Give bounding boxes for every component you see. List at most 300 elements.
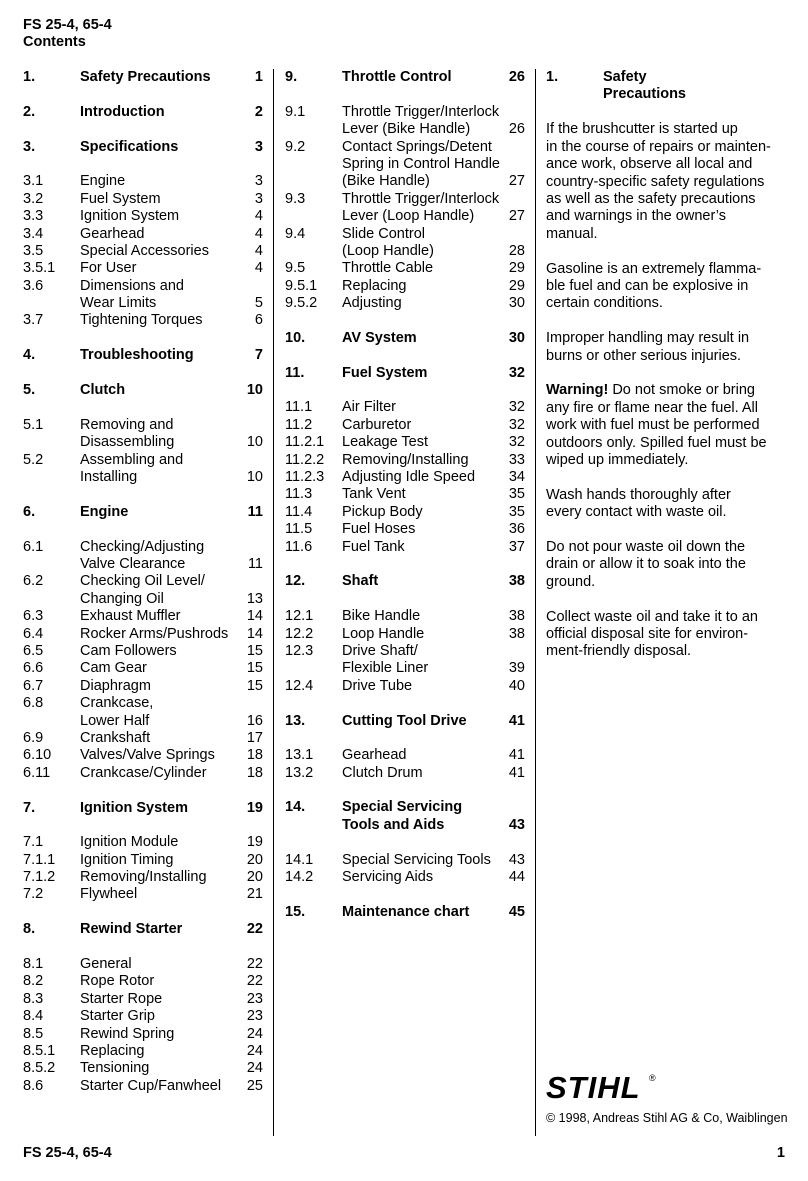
toc-page-number: 15 bbox=[246, 642, 263, 659]
logo-wordmark: STIHL bbox=[546, 1070, 641, 1104]
toc-title bbox=[80, 1078, 221, 1095]
toc-title-line: Throttle Cable bbox=[342, 260, 434, 277]
toc-page-number: 3 bbox=[254, 190, 263, 207]
toc-title-line: Replacing bbox=[342, 277, 407, 294]
toc-title bbox=[342, 626, 424, 643]
toc-number: 8.3 bbox=[23, 990, 44, 1007]
toc-entry bbox=[285, 608, 525, 625]
toc-title-line: Flexible Liner bbox=[342, 660, 429, 677]
toc-title-line: Throttle Trigger/Interlock bbox=[342, 103, 500, 120]
toc-title bbox=[342, 713, 467, 730]
toc-page-number: 26 bbox=[508, 121, 525, 138]
toc-title bbox=[80, 730, 150, 747]
toc-entry bbox=[23, 226, 263, 243]
toc-title-line: Diaphragm bbox=[80, 677, 151, 694]
toc-number: 9.5 bbox=[285, 260, 306, 277]
toc-title-line: Adjusting bbox=[342, 295, 402, 312]
toc-title-line: Fuel Hoses bbox=[342, 521, 416, 538]
toc-entry bbox=[23, 1008, 263, 1025]
toc-page-number: 13 bbox=[246, 590, 263, 607]
warning-text: Do not smoke or bring bbox=[608, 382, 755, 399]
toc-title bbox=[342, 191, 499, 226]
toc-number: 12.3 bbox=[285, 642, 314, 659]
toc-page-number: 43 bbox=[508, 816, 525, 833]
toc-title-line: Crankshaft bbox=[80, 729, 151, 746]
toc-section bbox=[23, 69, 263, 86]
toc-section bbox=[285, 69, 525, 86]
toc-entry bbox=[23, 660, 263, 677]
toc-page-number: 35 bbox=[508, 503, 525, 520]
toc-page-number: 26 bbox=[508, 69, 525, 85]
safety-paragraph-line: outdoors only. Spilled fuel must be bbox=[546, 434, 767, 451]
toc-title-line: Ignition Module bbox=[80, 834, 179, 851]
toc-entry bbox=[23, 452, 263, 487]
safety-paragraph bbox=[546, 609, 786, 661]
toc-number: 14.1 bbox=[285, 851, 314, 868]
toc-number: 8.5 bbox=[23, 1025, 44, 1042]
safety-body bbox=[546, 121, 786, 661]
safety-paragraph-line: Improper handling may result in bbox=[546, 330, 750, 347]
toc-number: 3.5 bbox=[23, 242, 44, 259]
toc-page-number: 5 bbox=[254, 295, 263, 312]
toc-page-number: 21 bbox=[246, 886, 263, 903]
toc-title bbox=[80, 660, 147, 677]
toc-entry bbox=[23, 539, 263, 574]
toc-title-line: Starter Grip bbox=[80, 1008, 155, 1025]
toc-number: 11. bbox=[285, 364, 305, 381]
safety-heading-number: 1. bbox=[546, 69, 559, 85]
stihl-logo-graphic bbox=[546, 1070, 666, 1104]
safety-paragraph bbox=[546, 261, 786, 313]
toc-title-line: Fuel System bbox=[342, 364, 428, 381]
toc-page-number: 27 bbox=[508, 173, 525, 190]
toc-title bbox=[342, 486, 406, 503]
toc-entry bbox=[23, 956, 263, 973]
toc-entry bbox=[285, 643, 525, 678]
toc-page-number: 19 bbox=[246, 834, 263, 851]
safety-paragraph-line: certain conditions. bbox=[546, 295, 663, 312]
toc-title bbox=[342, 539, 405, 556]
toc-page-number: 4 bbox=[254, 242, 263, 259]
toc-number: 11.5 bbox=[285, 521, 313, 538]
toc-page-number: 3 bbox=[254, 138, 263, 155]
registered-mark: ® bbox=[649, 1073, 656, 1083]
toc-title-line: Fuel System bbox=[80, 190, 161, 207]
toc-entry bbox=[285, 486, 525, 503]
toc-title-line: Special Servicing bbox=[342, 799, 463, 816]
toc-entry bbox=[23, 765, 263, 782]
safety-paragraph-line: ground. bbox=[546, 573, 596, 590]
toc-title-line: Installing bbox=[80, 469, 138, 486]
toc-number: 13. bbox=[285, 712, 306, 729]
toc-title-line: Lever (Bike Handle) bbox=[342, 121, 471, 138]
toc-number: 9.5.2 bbox=[285, 295, 318, 312]
toc-title-line: Drive Shaft/ bbox=[342, 642, 418, 659]
safety-paragraph bbox=[546, 382, 786, 469]
toc-page-number: 11 bbox=[247, 555, 263, 572]
safety-paragraph-line: Collect waste oil and take it to an bbox=[546, 608, 758, 625]
toc-entry bbox=[285, 226, 525, 261]
toc-title bbox=[342, 573, 378, 590]
safety-paragraph bbox=[546, 330, 786, 365]
toc-title-line: Contact Springs/Detent bbox=[342, 138, 492, 155]
safety-paragraph-line: Wash hands thoroughly after bbox=[546, 486, 731, 503]
toc-number: 6.6 bbox=[23, 660, 44, 677]
toc-title bbox=[80, 69, 211, 86]
toc-page-number: 24 bbox=[246, 1025, 263, 1042]
toc-title-line: Starter Rope bbox=[80, 990, 163, 1007]
toc-number: 10. bbox=[285, 329, 306, 346]
page-number: 1 bbox=[776, 1145, 785, 1161]
toc-number: 2. bbox=[23, 103, 36, 120]
toc-entry bbox=[285, 852, 525, 869]
toc-number: 8.2 bbox=[23, 973, 44, 990]
toc-entry bbox=[23, 869, 263, 886]
toc-page-number: 2 bbox=[254, 103, 263, 120]
toc-number: 9.5.1 bbox=[285, 277, 318, 294]
toc-number: 6.2 bbox=[23, 573, 44, 590]
toc-title bbox=[80, 956, 132, 973]
toc-entry bbox=[23, 747, 263, 764]
toc-title-line: Special Servicing Tools bbox=[342, 851, 491, 868]
toc-entry bbox=[285, 278, 525, 295]
toc-title bbox=[80, 312, 203, 329]
toc-title-line: Spring in Control Handle bbox=[342, 155, 500, 172]
toc-title bbox=[80, 1060, 149, 1077]
toc-title-line: Lever (Loop Handle) bbox=[342, 208, 475, 225]
toc-number: 11.2 bbox=[285, 416, 313, 433]
toc-title-line: Specifications bbox=[80, 138, 179, 155]
toc-title bbox=[80, 260, 136, 277]
toc-page-number: 17 bbox=[246, 729, 263, 746]
toc-title bbox=[342, 226, 434, 261]
safety-paragraph bbox=[546, 539, 786, 591]
toc-page-number: 45 bbox=[508, 903, 525, 920]
safety-paragraph-line: Do not pour waste oil down the bbox=[546, 539, 746, 556]
toc-page-number: 33 bbox=[508, 451, 525, 468]
toc-number: 12.4 bbox=[285, 677, 314, 694]
toc-entry bbox=[23, 886, 263, 903]
toc-title bbox=[80, 643, 177, 660]
toc-page-number: 41 bbox=[508, 712, 525, 729]
safety-paragraph-line: country-specific safety regulations bbox=[546, 173, 765, 190]
toc-title bbox=[80, 765, 207, 782]
toc-title-line: Ignition System bbox=[80, 799, 188, 816]
toc-title bbox=[342, 765, 423, 782]
toc-number: 3.5.1 bbox=[23, 260, 56, 277]
toc-title bbox=[342, 365, 427, 382]
toc-page-number: 4 bbox=[254, 260, 263, 277]
toc-number: 6.4 bbox=[23, 625, 44, 642]
toc-number: 13.1 bbox=[285, 747, 314, 764]
toc-number: 6.5 bbox=[23, 642, 44, 659]
toc-column-1 bbox=[23, 69, 263, 1095]
toc-entry bbox=[23, 695, 263, 730]
toc-number: 8.1 bbox=[23, 956, 44, 973]
header-model: FS 25-4, 65-4 bbox=[23, 17, 112, 33]
toc-page-number: 29 bbox=[508, 260, 525, 277]
toc-entry bbox=[285, 469, 525, 486]
toc-title-line: Wear Limits bbox=[80, 295, 157, 312]
toc-number: 9.1 bbox=[285, 103, 306, 120]
toc-title-line: Maintenance chart bbox=[342, 903, 470, 920]
toc-entry bbox=[285, 434, 525, 451]
toc-page-number: 10 bbox=[246, 382, 263, 399]
toc-number: 3. bbox=[23, 138, 36, 155]
column-divider bbox=[273, 69, 274, 1136]
toc-title-line: Removing/Installing bbox=[342, 451, 469, 468]
toc-title-line: Valves/Valve Springs bbox=[80, 747, 215, 764]
toc-entry bbox=[23, 852, 263, 869]
toc-page-number: 38 bbox=[508, 573, 525, 590]
toc-page-number: 10 bbox=[246, 469, 263, 486]
safety-paragraph-line: every contact with waste oil. bbox=[546, 504, 727, 521]
toc-page-number: 37 bbox=[508, 538, 525, 555]
toc-page-number: 34 bbox=[508, 469, 525, 486]
toc-title-line: Removing and bbox=[80, 416, 174, 433]
toc-number: 6.3 bbox=[23, 608, 44, 625]
toc-title bbox=[342, 260, 433, 277]
toc-number: 9.3 bbox=[285, 190, 306, 207]
safety-paragraph-line: in the course of repairs or mainten- bbox=[546, 138, 771, 155]
toc-title-line: Gearhead bbox=[342, 747, 407, 764]
toc-title bbox=[80, 226, 145, 243]
toc-page-number: 36 bbox=[508, 521, 525, 538]
toc-title-line: Changing Oil bbox=[80, 590, 164, 607]
toc-title bbox=[342, 678, 412, 695]
toc-entry bbox=[23, 278, 263, 313]
toc-title-line: Exhaust Muffler bbox=[80, 608, 181, 625]
toc-entry bbox=[23, 991, 263, 1008]
toc-title bbox=[342, 608, 420, 625]
toc-title-line: Tightening Torques bbox=[80, 312, 203, 329]
toc-title bbox=[80, 973, 154, 990]
toc-number: 11.2.1 bbox=[285, 434, 325, 451]
toc-title bbox=[342, 139, 500, 191]
toc-entry bbox=[285, 452, 525, 469]
toc-section bbox=[23, 382, 263, 399]
toc-number: 4. bbox=[23, 347, 36, 364]
toc-page-number: 39 bbox=[508, 660, 525, 677]
toc-column-2 bbox=[285, 69, 525, 921]
toc-title bbox=[80, 191, 161, 208]
safety-paragraph-line: If the brushcutter is started up bbox=[546, 121, 738, 138]
toc-number: 3.4 bbox=[23, 225, 44, 242]
toc-page-number: 28 bbox=[508, 242, 525, 259]
toc-page-number: 15 bbox=[246, 660, 263, 677]
toc-title bbox=[80, 504, 128, 521]
toc-section bbox=[23, 504, 263, 521]
toc-number: 3.3 bbox=[23, 208, 44, 225]
safety-paragraph-line: drain or allow it to soak into the bbox=[546, 556, 746, 573]
toc-title-line: Shaft bbox=[342, 573, 379, 590]
toc-title-line: Slide Control bbox=[342, 225, 426, 242]
toc-title bbox=[342, 295, 402, 312]
toc-section bbox=[23, 104, 263, 121]
toc-page-number: 30 bbox=[508, 295, 525, 312]
toc-title bbox=[80, 747, 215, 764]
safety-paragraph-line: Gasoline is an extremely flamma- bbox=[546, 260, 762, 277]
toc-title-line: Engine bbox=[80, 503, 129, 520]
safety-paragraph-line bbox=[546, 382, 786, 399]
toc-title bbox=[342, 521, 415, 538]
toc-page-number: 23 bbox=[246, 990, 263, 1007]
toc-entry bbox=[23, 730, 263, 747]
toc-page-number: 38 bbox=[508, 608, 525, 625]
warning-label: Warning! bbox=[546, 382, 609, 399]
toc-page-number: 4 bbox=[254, 225, 263, 242]
toc-number: 11.3 bbox=[285, 486, 313, 503]
toc-title-line: Air Filter bbox=[342, 399, 396, 416]
toc-entry bbox=[23, 643, 263, 660]
toc-entry bbox=[23, 1078, 263, 1095]
toc-entry bbox=[285, 504, 525, 521]
toc-entry bbox=[285, 399, 525, 416]
toc-number: 6.11 bbox=[23, 764, 51, 781]
toc-page-number: 41 bbox=[508, 747, 525, 764]
toc-page-number: 43 bbox=[508, 851, 525, 868]
toc-title bbox=[80, 139, 178, 156]
toc-title-line: Tank Vent bbox=[342, 486, 406, 503]
toc-title-line: Rewind Starter bbox=[80, 921, 183, 938]
toc-title-line: Troubleshooting bbox=[80, 347, 194, 364]
toc-title-line: Crankcase, bbox=[80, 695, 154, 712]
toc-title bbox=[80, 626, 228, 643]
toc-entry bbox=[23, 1043, 263, 1060]
toc-number: 3.2 bbox=[23, 190, 44, 207]
toc-title-line: Carburetor bbox=[342, 416, 412, 433]
toc-entry bbox=[23, 973, 263, 990]
toc-number: 14.2 bbox=[285, 869, 314, 886]
toc-number: 9. bbox=[285, 69, 298, 85]
toc-title-line: Throttle Control bbox=[342, 69, 452, 85]
safety-paragraph-line: and warnings in the owner’s bbox=[546, 208, 727, 225]
toc-title bbox=[80, 208, 179, 225]
toc-title-line: Checking Oil Level/ bbox=[80, 573, 205, 590]
toc-number: 8.5.2 bbox=[23, 1060, 56, 1077]
safety-paragraph-line: any fire or flame near the fuel. All bbox=[546, 399, 758, 416]
toc-number: 12.2 bbox=[285, 625, 314, 642]
toc-page-number: 11 bbox=[247, 503, 263, 520]
toc-title bbox=[342, 69, 452, 86]
toc-page-number: 29 bbox=[508, 277, 525, 294]
toc-section bbox=[285, 904, 525, 921]
toc-title-line: Starter Cup/Fanwheel bbox=[80, 1077, 222, 1094]
toc-number: 6.9 bbox=[23, 729, 44, 746]
toc-title-line: Cam Gear bbox=[80, 660, 147, 677]
toc-title-line: Rope Rotor bbox=[80, 973, 155, 990]
toc-title bbox=[80, 886, 137, 903]
toc-title bbox=[342, 434, 428, 451]
safety-paragraph-line: work with fuel must be performed bbox=[546, 417, 760, 434]
toc-title bbox=[342, 799, 462, 834]
toc-page-number: 15 bbox=[246, 677, 263, 694]
toc-number: 7.1 bbox=[23, 834, 44, 851]
toc-title-line: Leakage Test bbox=[342, 434, 428, 451]
toc-entry bbox=[23, 417, 263, 452]
toc-number: 14. bbox=[285, 799, 306, 816]
toc-section bbox=[23, 347, 263, 364]
safety-section bbox=[546, 69, 786, 678]
toc-title bbox=[80, 573, 205, 608]
toc-title-line: Removing/Installing bbox=[80, 869, 207, 886]
toc-title-line: Cam Followers bbox=[80, 642, 177, 659]
toc-section bbox=[23, 921, 263, 938]
toc-page-number: 10 bbox=[246, 434, 263, 451]
toc-section bbox=[285, 330, 525, 347]
safety-paragraph-line: wiped up immediately. bbox=[546, 452, 689, 469]
toc-title-line: Safety Precautions bbox=[80, 69, 211, 85]
toc-title bbox=[80, 834, 178, 851]
toc-entry bbox=[23, 626, 263, 643]
toc-number: 7.2 bbox=[23, 886, 44, 903]
toc-number: 6.10 bbox=[23, 747, 52, 764]
toc-title bbox=[80, 243, 209, 260]
toc-title bbox=[342, 747, 407, 764]
toc-entry bbox=[285, 747, 525, 764]
toc-number: 7. bbox=[23, 799, 36, 816]
toc-title bbox=[342, 104, 499, 139]
toc-number: 11.6 bbox=[285, 538, 313, 555]
toc-number: 12.1 bbox=[285, 608, 314, 625]
toc-title-line: Bike Handle bbox=[342, 608, 421, 625]
toc-title bbox=[80, 800, 188, 817]
toc-page-number: 6 bbox=[254, 312, 263, 329]
toc-page-number: 24 bbox=[246, 1042, 263, 1059]
toc-title-line: Loop Handle bbox=[342, 625, 425, 642]
toc-title-line: Servicing Aids bbox=[342, 869, 434, 886]
toc-page-number: 14 bbox=[246, 608, 263, 625]
toc-title-line: Fuel Tank bbox=[342, 538, 405, 555]
toc-page-number: 16 bbox=[246, 712, 263, 729]
toc-page-number: 25 bbox=[246, 1077, 263, 1094]
toc-entry bbox=[285, 678, 525, 695]
toc-number: 5.2 bbox=[23, 451, 44, 468]
safety-heading bbox=[546, 69, 786, 104]
safety-paragraph bbox=[546, 487, 786, 522]
toc-number: 8. bbox=[23, 921, 36, 938]
safety-heading-line: Safety bbox=[603, 69, 647, 85]
toc-page-number: 3 bbox=[254, 173, 263, 190]
safety-paragraph-line: manual. bbox=[546, 225, 598, 242]
toc-entry bbox=[285, 626, 525, 643]
toc-page-number: 27 bbox=[508, 208, 525, 225]
toc-title-line: Adjusting Idle Speed bbox=[342, 469, 476, 486]
toc-title-line: Flywheel bbox=[80, 886, 138, 903]
toc-entry bbox=[285, 417, 525, 434]
copyright-notice: © 1998, Andreas Stihl AG & Co, Waiblingen bbox=[546, 1111, 788, 1125]
toc-number: 11.2.2 bbox=[285, 451, 325, 468]
toc-page-number: 38 bbox=[508, 625, 525, 642]
toc-title-line: Tools and Aids bbox=[342, 816, 445, 833]
toc-entry bbox=[23, 1026, 263, 1043]
toc-entry bbox=[23, 208, 263, 225]
toc-entry bbox=[285, 765, 525, 782]
toc-title bbox=[342, 452, 469, 469]
toc-number: 6.7 bbox=[23, 677, 44, 694]
toc-title bbox=[80, 869, 207, 886]
toc-title bbox=[80, 678, 151, 695]
toc-title-line: Pickup Body bbox=[342, 503, 423, 520]
toc-title-line: Valve Clearance bbox=[80, 556, 186, 572]
toc-number: 11.2.3 bbox=[285, 469, 325, 486]
toc-number: 12. bbox=[285, 573, 306, 590]
toc-entry bbox=[23, 573, 263, 608]
toc-page-number: 22 bbox=[246, 921, 263, 938]
toc-title-line: AV System bbox=[342, 329, 417, 346]
toc-title-line: Introduction bbox=[80, 103, 165, 120]
safety-paragraph-line: ment-friendly disposal. bbox=[546, 643, 692, 660]
